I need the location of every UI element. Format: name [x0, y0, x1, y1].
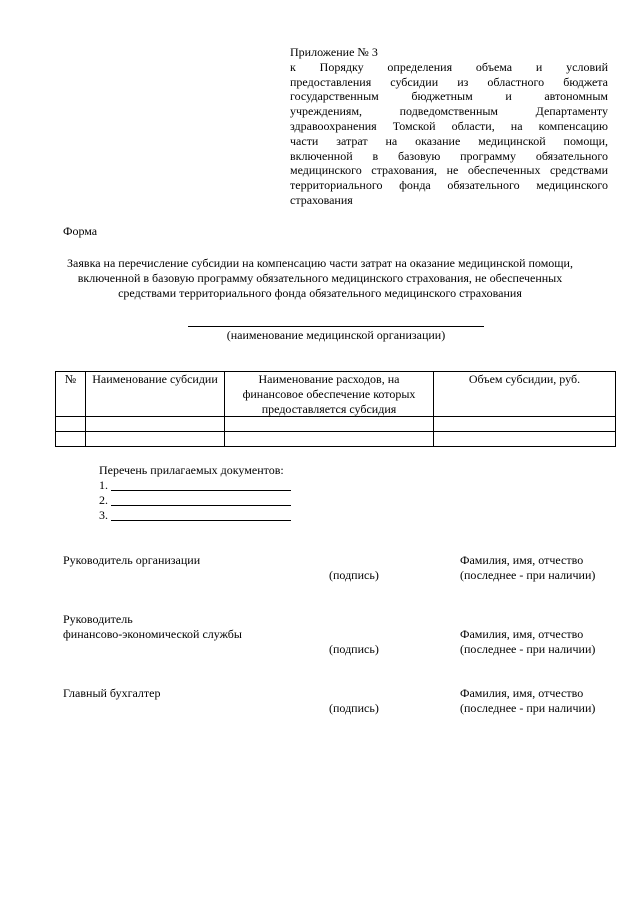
table-cell[interactable]: [86, 432, 225, 447]
name-caption-note: (последнее - при наличии): [460, 641, 596, 656]
list-item: [99, 493, 299, 508]
document-entry-line[interactable]: [111, 493, 291, 506]
appendix-heading: Приложение № 3: [290, 45, 378, 59]
signature-name-caption: [460, 553, 610, 583]
title-line: включенной в базовую программу обязательного медицинского страхования, не обеспеченных: [77, 270, 563, 285]
appendix-line: к Порядку определения объема и условий: [290, 59, 608, 74]
table-cell[interactable]: [86, 417, 225, 432]
table-row: [56, 432, 616, 447]
signature-name-caption: [460, 686, 610, 716]
signature-role-finance: Руководитель финансово-экономической службы: [63, 612, 242, 641]
table-cell[interactable]: [56, 417, 86, 432]
appendix-line: территориального фонда обязательного медицинского: [290, 178, 608, 193]
appendix-line: здравоохранения Томской области, на компенсацию: [290, 118, 608, 133]
table-cell[interactable]: [56, 432, 86, 447]
header-subsidy-amount: Объем субсидии, руб.: [434, 372, 616, 417]
signature-name-caption: [460, 627, 610, 657]
attached-documents: [99, 463, 299, 523]
appendix-line: части затрат на оказание медицинской помощи,: [290, 133, 608, 148]
appendix-line: государственным бюджетным и автономным: [290, 89, 608, 104]
list-item: [99, 478, 299, 493]
header-subsidy-name: Наименование субсидии: [86, 372, 225, 417]
list-item-number: 1.: [99, 478, 108, 492]
name-caption-note: (последнее - при наличии): [460, 567, 596, 582]
document-entry-line[interactable]: [111, 508, 291, 521]
attached-documents-heading: Перечень прилагаемых документов:: [99, 463, 284, 477]
appendix-line: предоставления субсидии из областного бюджета: [290, 74, 608, 89]
appendix-line: медицинского страхования, не обеспеченных средствами: [290, 163, 608, 178]
table-cell[interactable]: [434, 417, 616, 432]
appendix-line: учреждениям, подведомственным Департаменту: [290, 104, 608, 119]
document-entry-line[interactable]: [111, 478, 291, 491]
list-item-number: 3.: [99, 508, 108, 522]
signature-caption: (подпись): [329, 642, 379, 656]
name-caption-line: Фамилия, имя, отчество: [460, 686, 584, 700]
name-caption-line: Фамилия, имя, отчество: [460, 553, 584, 567]
document-title: [40, 256, 600, 300]
list-item: [99, 508, 299, 523]
signature-role-head: Руководитель организации: [63, 553, 201, 567]
organization-name-line: [188, 326, 484, 327]
organization-name-caption: (наименование медицинской организации): [226, 328, 446, 342]
table-row: [56, 417, 616, 432]
header-expense-name: Наименование расходов, на финансовое обеспечение которых предоставляется субсидия: [225, 372, 434, 417]
list-item-number: 2.: [99, 493, 108, 507]
table-header-row: [56, 372, 616, 417]
subsidy-table: [55, 371, 616, 447]
name-caption-note: (последнее - при наличии): [460, 700, 596, 715]
title-line: Заявка на перечисление субсидии на компенсацию части затрат на оказание медицинской помощи,: [67, 256, 573, 270]
signature-caption: (подпись): [329, 568, 379, 582]
signature-role-accountant: Главный бухгалтер: [63, 686, 161, 700]
table-cell[interactable]: [225, 432, 434, 447]
name-caption-line: Фамилия, имя, отчество: [460, 627, 584, 641]
table-cell[interactable]: [434, 432, 616, 447]
appendix-line: страхования: [290, 192, 353, 207]
table-cell[interactable]: [225, 417, 434, 432]
header-number: №: [56, 372, 86, 417]
signature-caption: (подпись): [329, 701, 379, 715]
appendix-block: [290, 45, 608, 208]
form-label: Форма: [63, 224, 98, 238]
appendix-line: включенной в базовую программу обязательного: [290, 148, 608, 163]
title-line: средствами территориального фонда обязательного медицинского страхования: [118, 285, 522, 300]
